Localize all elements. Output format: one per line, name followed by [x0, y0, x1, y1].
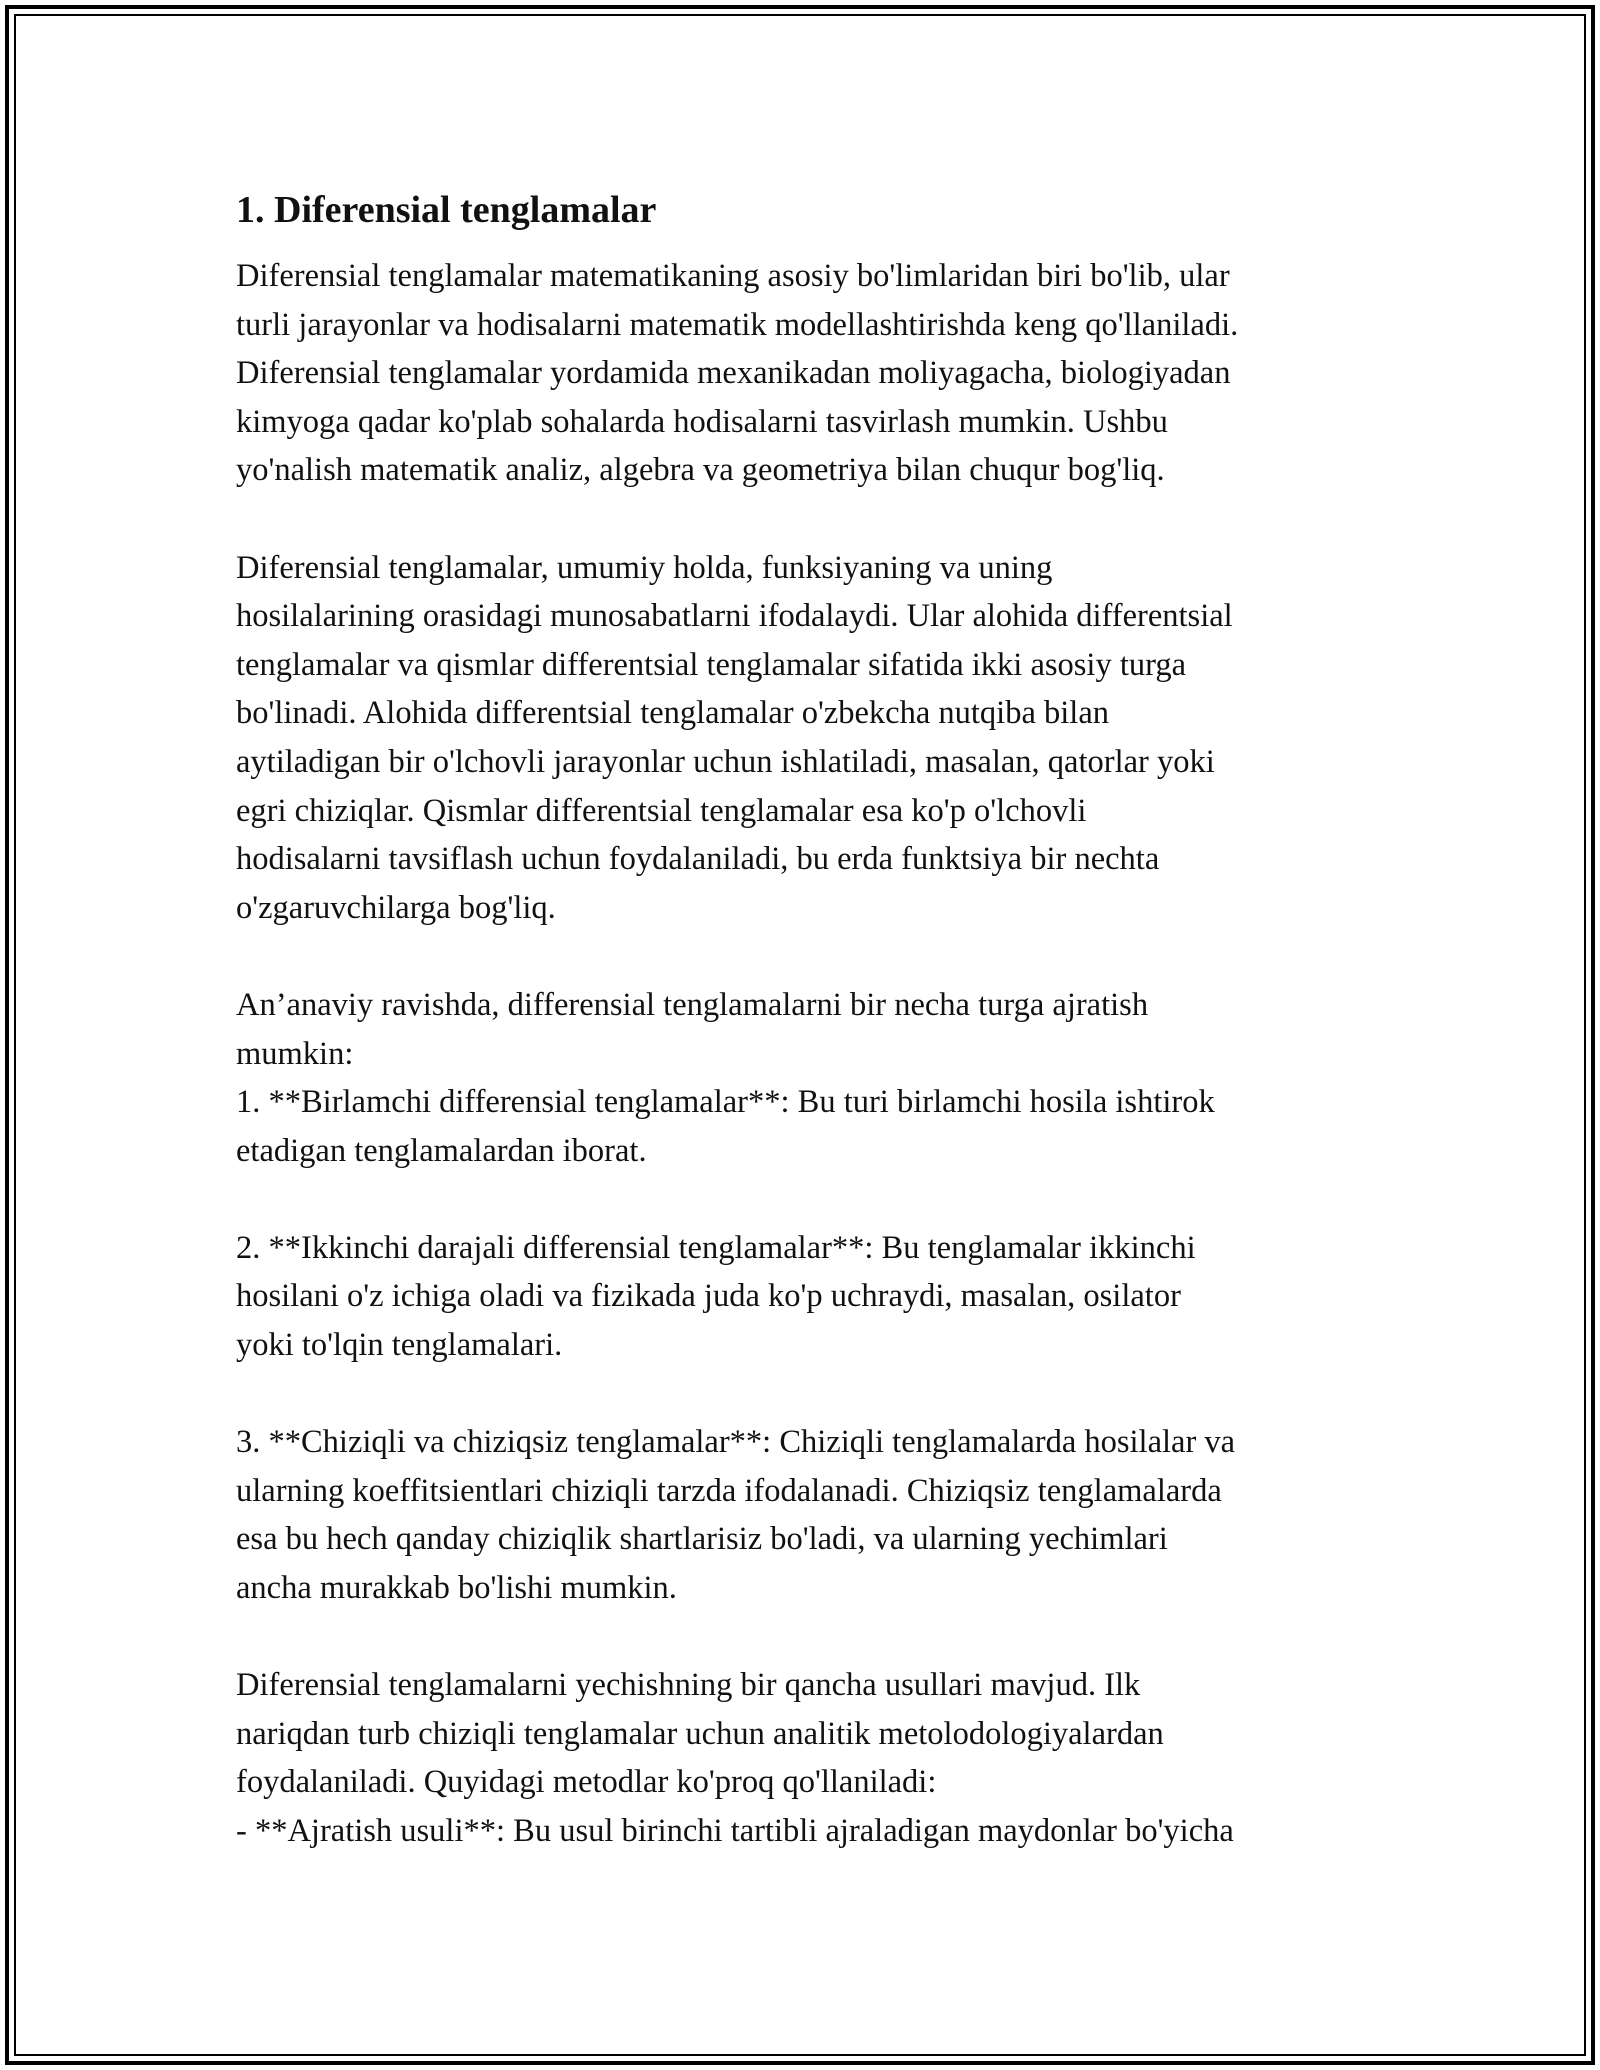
document-body	[236, 186, 1386, 1856]
section-heading: 1. Diferensial tenglamalar	[236, 189, 657, 231]
paragraph-gap	[236, 932, 1386, 981]
paragraph-intro: Diferensial tenglamalar matematikaning asosiy bo'limlaridan biri bo'lib, ular turli jarayonlar va hodisalarni matematik modellashtirishda keng qo'llaniladi. Diferensial tenglamalar yordamida mexanikadan moliyagacha, biologiyadan kimyoga qadar ko'plab sohalarda hodisalarni tasvirlash mumkin. Ushbu yo'nalish matematik analiz, algebra va geometriya bilan chuqur bog'liq.	[236, 258, 1239, 489]
list-item-second-order: 2. **Ikkinchi darajali differensial tenglamalar**: Bu tenglamalar ikkinchi hosilani o'z ichiga oladi va fizikada juda ko'p uchraydi, masalan, osilator yoki to'lqin tenglamalari.	[236, 1229, 1196, 1364]
paragraph-gap	[236, 1175, 1386, 1224]
paragraph-methods: Diferensial tenglamalarni yechishning bir qancha usullari mavjud. Ilk nariqdan turb chiziqli tenglamalar uchun analitik metolodologiyalardan foydalaniladi. Quyidagi metodlar ko'proq qo'llaniladi: - **Ajratish usuli**: Bu usul birinchi tartibli ajraladigan maydonlar bo'yicha	[236, 1667, 1234, 1849]
paragraph-definition: Diferensial tenglamalar, umumiy holda, funksiyaning va uning hosilalarining orasidagi munosabatlarni ifodalaydi. Ular alohida differentsial tenglamalar va qismlar differentsial tenglamalar sifatida ikki asosiy turga bo'linadi. Alohida differentsial tenglamalar o'zbekcha nutqiba bilan aytiladigan bir o'lchovli jarayonlar uchun ishlatiladi, masalan, qatorlar yoki egri chiziqlar. Qismlar differentsial tenglamalar esa ko'p o'lchovli hodisalarni tavsiflash uchun foydalaniladi, bu erda funktsiya bir nechta o'zgaruvchilarga bog'liq.	[236, 549, 1233, 926]
list-item-linear-nonlinear: 3. **Chiziqli va chiziqsiz tenglamalar**: Chiziqli tenglamalarda hosilalar va ularning koeffitsientlari chiziqli tarzda ifodalanadi. Chiziqsiz tenglamalarda esa bu hech qanday chiziqlik shartlarisiz bo'ladi, va ularning yechimlari ancha murakkab bo'lishi mumkin.	[236, 1424, 1236, 1607]
paragraph-gap	[236, 1370, 1386, 1419]
paragraph-types-intro: An’anaviy ravishda, differensial tenglamalarni bir necha turga ajratish mumkin: 1. **Birlamchi differensial tenglamalar**: Bu turi birlamchi hosila ishtirok etadigan tenglamalardan iborat.	[236, 986, 1215, 1169]
paragraph-gap	[236, 495, 1386, 544]
paragraph-gap	[236, 1613, 1386, 1662]
